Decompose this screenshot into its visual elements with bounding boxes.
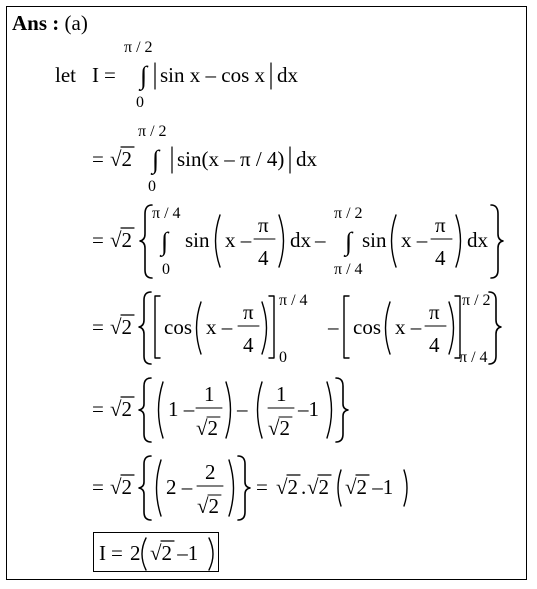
step-1 [55, 39, 299, 111]
cos: cos [353, 315, 381, 339]
upper-limit: π / 2 [462, 292, 491, 309]
lower-limit: 0 [148, 178, 156, 195]
sqrt-2: √2 [307, 475, 330, 499]
lower-limit: 0 [162, 261, 170, 278]
integrand: sin(x – π / 4) [177, 147, 285, 171]
dx: dx [277, 63, 298, 87]
upper-limit: π / 2 [124, 39, 153, 56]
equals: = [256, 475, 268, 499]
lower-limit: π / 4 [334, 261, 363, 278]
minus: – [328, 315, 339, 339]
lower-limit: 0 [136, 94, 144, 111]
integral-sign: ∫ [345, 227, 353, 256]
integral-sign: ∫ [152, 145, 160, 174]
equals: = [92, 475, 104, 499]
minus: – [237, 397, 248, 421]
option-label: (a) [64, 11, 88, 35]
lower-limit: 0 [279, 349, 287, 366]
sqrt-2: √2 [268, 416, 291, 440]
sqrt-2: √2 [110, 228, 133, 252]
integrand: sin x – cos x [160, 63, 265, 87]
coefficient-2: 2 [130, 541, 141, 565]
ans-label: Ans : [12, 11, 60, 35]
step-4 [92, 292, 501, 366]
equals: = [92, 315, 104, 339]
equals: = [92, 147, 104, 171]
step-2 [92, 123, 318, 195]
sqrt-2: √2 [110, 475, 133, 499]
x-minus: x – [206, 315, 233, 339]
equals: = [92, 397, 104, 421]
dot: . [301, 475, 307, 499]
pi-numerator: π [243, 300, 254, 324]
lower-limit: π / 4 [459, 349, 488, 366]
minus-one: –1 [298, 397, 319, 421]
pi-numerator: π [429, 300, 440, 324]
sqrt-2: √2 [196, 416, 219, 440]
denominator-4: 4 [243, 333, 254, 357]
upper-limit: π / 2 [334, 205, 363, 222]
dx: dx [296, 147, 317, 171]
dx: dx [467, 228, 488, 252]
x-minus: x – [395, 315, 422, 339]
equals: = [104, 63, 116, 87]
sqrt-2: √2 [110, 397, 133, 421]
pi-numerator: π [258, 213, 269, 237]
numerator-1: 1 [276, 382, 287, 406]
equals: = [111, 541, 123, 565]
var-i: I [92, 63, 99, 87]
upper-limit: π / 4 [279, 292, 308, 309]
equals: = [92, 228, 104, 252]
sqrt-2: √2 [276, 475, 299, 499]
sqrt-2: √2 [110, 147, 133, 171]
two-minus: 2 – [166, 475, 193, 499]
denominator-4: 4 [429, 333, 440, 357]
numerator-2: 2 [205, 460, 216, 484]
sin: sin [362, 228, 387, 252]
step-3 [92, 205, 503, 278]
sqrt2-minus-1: √2 –1 [150, 541, 199, 565]
integral-sign: ∫ [161, 227, 169, 256]
step-5 [92, 378, 348, 442]
dx: dx [290, 228, 311, 252]
minus: – [315, 228, 326, 252]
pi-numerator: π [435, 213, 446, 237]
upper-limit: π / 4 [152, 205, 181, 222]
sqrt2-minus-1: √2 –1 [345, 475, 394, 499]
upper-limit: π / 2 [138, 123, 167, 140]
sin: sin [185, 228, 210, 252]
let-word: let [55, 63, 76, 87]
final-answer-box [93, 532, 219, 572]
x-minus: x – [225, 228, 252, 252]
cos: cos [164, 315, 192, 339]
sqrt-2: √2 [197, 494, 220, 518]
denominator-4: 4 [435, 246, 446, 270]
x-minus: x – [401, 228, 428, 252]
sqrt-2: √2 [110, 315, 133, 339]
integral-sign: ∫ [140, 61, 148, 90]
var-i: I [99, 541, 106, 565]
denominator-4: 4 [258, 246, 269, 270]
step-6 [92, 456, 407, 520]
final-answer-text [94, 533, 95, 534]
one-minus: 1 – [168, 397, 195, 421]
numerator-1: 1 [204, 382, 215, 406]
